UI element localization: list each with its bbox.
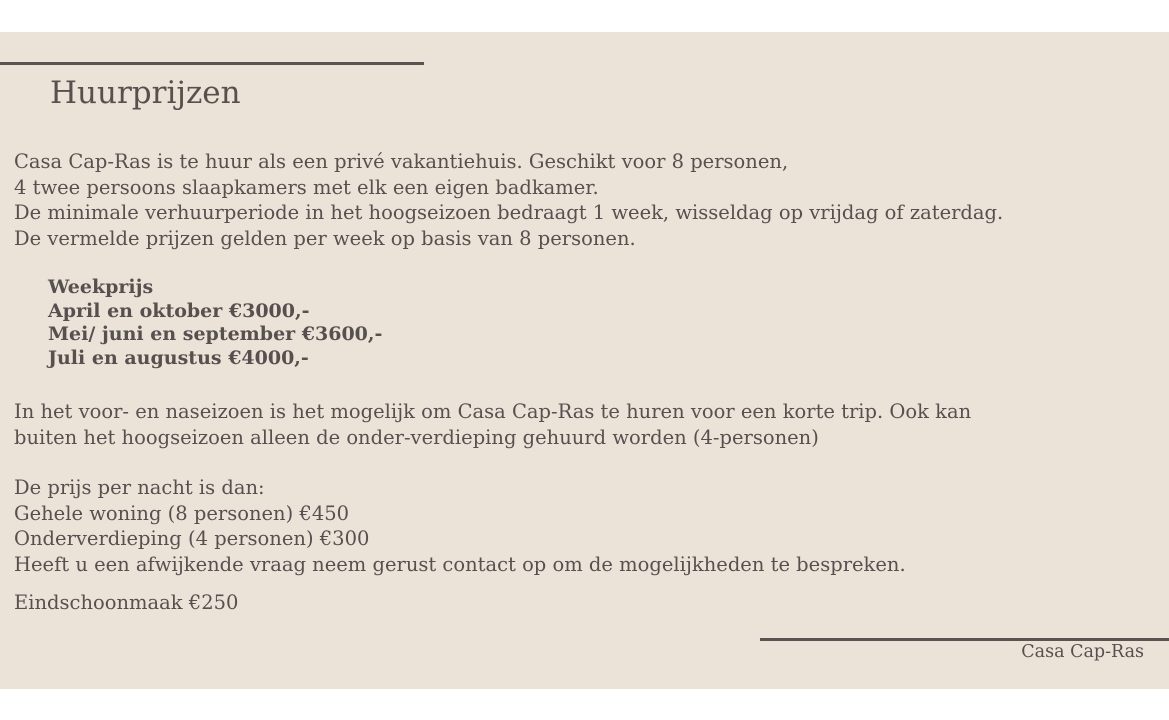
intro-line: Casa Cap-Ras is te huur als een privé vakantiehuis. Geschikt voor 8 personen,: [14, 150, 789, 173]
week-price-item: Mei/ juni en september €3600,-: [48, 323, 383, 345]
intro-paragraph: [14, 149, 1003, 251]
page-title: Huurprijzen: [50, 75, 241, 111]
week-price-item: April en oktober €3000,-: [48, 299, 310, 322]
week-prices-title: Weekprijs: [48, 276, 154, 298]
night-price-line: Heeft u een afwijkende vraag neem gerust contact op om de mogelijkheden te bespreken.: [14, 552, 906, 576]
intro-line: De minimale verhuurperiode in het hoogseizoen bedraagt 1 week, wisseldag op vrijdag of zaterdag.: [14, 201, 1004, 224]
intro-line: De vermelde prijzen gelden per week op basis van 8 personen.: [14, 226, 636, 250]
intro-line: 4 twee persoons slaapkamers met elk een eigen badkamer.: [14, 175, 599, 199]
season-paragraph: [14, 399, 971, 450]
week-price-item: Juli en augustus €4000,-: [48, 346, 309, 369]
week-prices: [48, 276, 382, 370]
top-divider: [0, 62, 424, 65]
footer-brand: Casa Cap-Ras: [1021, 642, 1144, 662]
content-panel: [0, 32, 1169, 689]
night-price-line: Onderverdieping (4 personen) €300: [14, 527, 370, 550]
cleaning-fee: Eindschoonmaak €250: [14, 591, 239, 614]
season-line: In het voor- en naseizoen is het mogelijk om Casa Cap-Ras te huren voor een korte trip. Ook kan: [14, 400, 972, 423]
night-price-line: De prijs per nacht is dan:: [14, 476, 265, 499]
night-prices-paragraph: [14, 475, 906, 577]
night-price-line: Gehele woning (8 personen) €450: [14, 501, 350, 525]
season-line: buiten het hoogseizoen alleen de onder-verdieping gehuurd worden (4-personen): [14, 425, 819, 449]
